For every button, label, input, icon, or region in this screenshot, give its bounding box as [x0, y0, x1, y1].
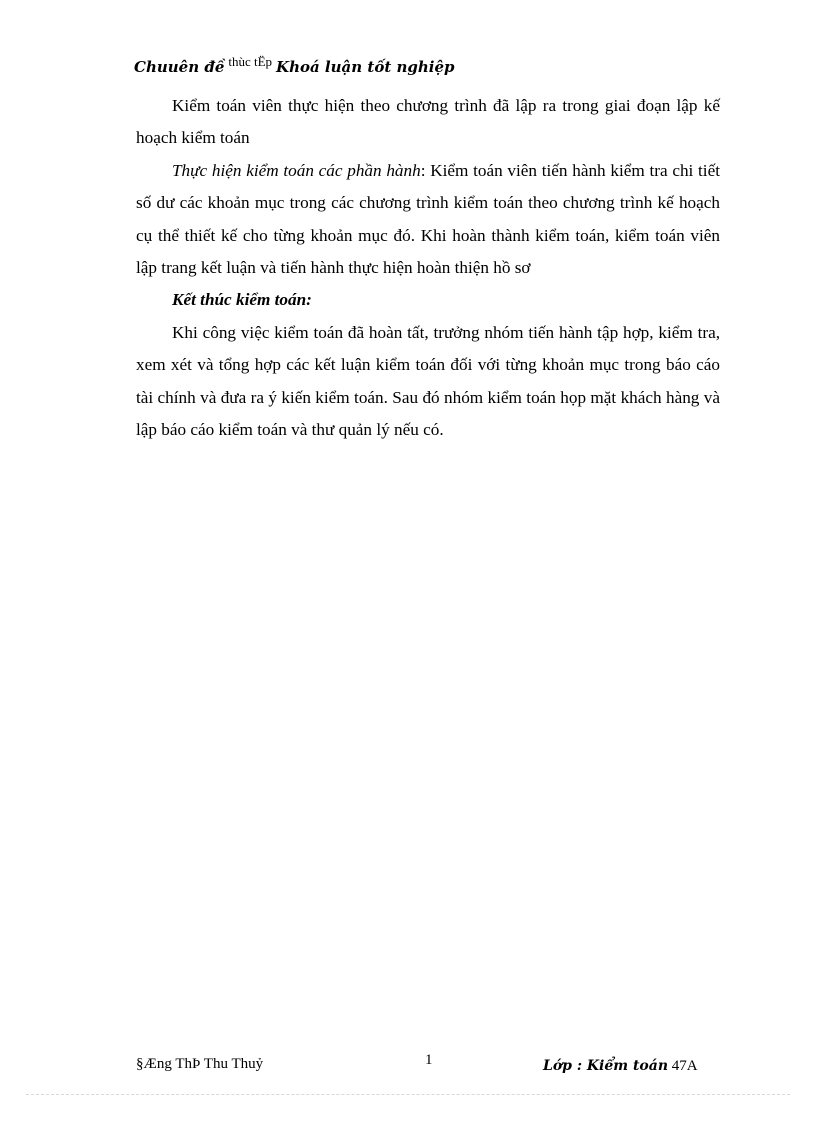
footer-class: [543, 1058, 698, 1075]
footer-author: §Æng ThÞ Thu Thuỷ: [136, 1056, 264, 1072]
page-bottom-divider: [26, 1094, 790, 1095]
document-body: [136, 90, 720, 446]
section-heading: Kết thúc kiểm toán:: [172, 290, 312, 310]
page-footer: [0, 1052, 816, 1082]
paragraph-2-text: : Kiểm toán viên tiến hành kiểm tra chi tiết số dư các khoản mục trong các chương trình kiểm toán theo chương trình kế hoạch cụ thể thiết kế cho từng khoản mục đó. Khi hoàn thành kiểm toán, kiểm toán viên lập trang kết luận và tiến hành thực hiện hoàn thiện hồ sơ: [136, 160, 720, 278]
paragraph-1: Kiểm toán viên thực hiện theo chương trình đã lập ra trong giai đoạn lập kế hoạch kiểm toán: [136, 96, 720, 148]
footer-class-label: Lớp : Kiểm toán: [543, 1058, 669, 1074]
header-title-part1: Chuuên đề: [134, 58, 225, 76]
page-number: 1: [425, 1052, 433, 1068]
footer-class-code: 47A: [671, 1058, 698, 1074]
page-header: [134, 52, 694, 78]
paragraph-2-label: Thực hiện kiểm toán các phần hành: [172, 160, 421, 180]
header-title-part3: Khoá luận tốt nghiệp: [276, 58, 455, 76]
paragraph-2: [136, 155, 720, 285]
header-title-part2: thùc tËp: [228, 54, 273, 69]
paragraph-3: Khi công việc kiểm toán đã hoàn tất, trưởng nhóm tiến hành tập hợp, kiểm tra, xem xét và tổng hợp các kết luận kiểm toán đối với từng khoản mục trong báo cáo tài chính và đưa ra ý kiến kiểm toán. Sau đó nhóm kiểm toán họp mặt khách hàng và lập báo cáo kiểm toán và thư quản lý nếu có.: [136, 322, 720, 440]
